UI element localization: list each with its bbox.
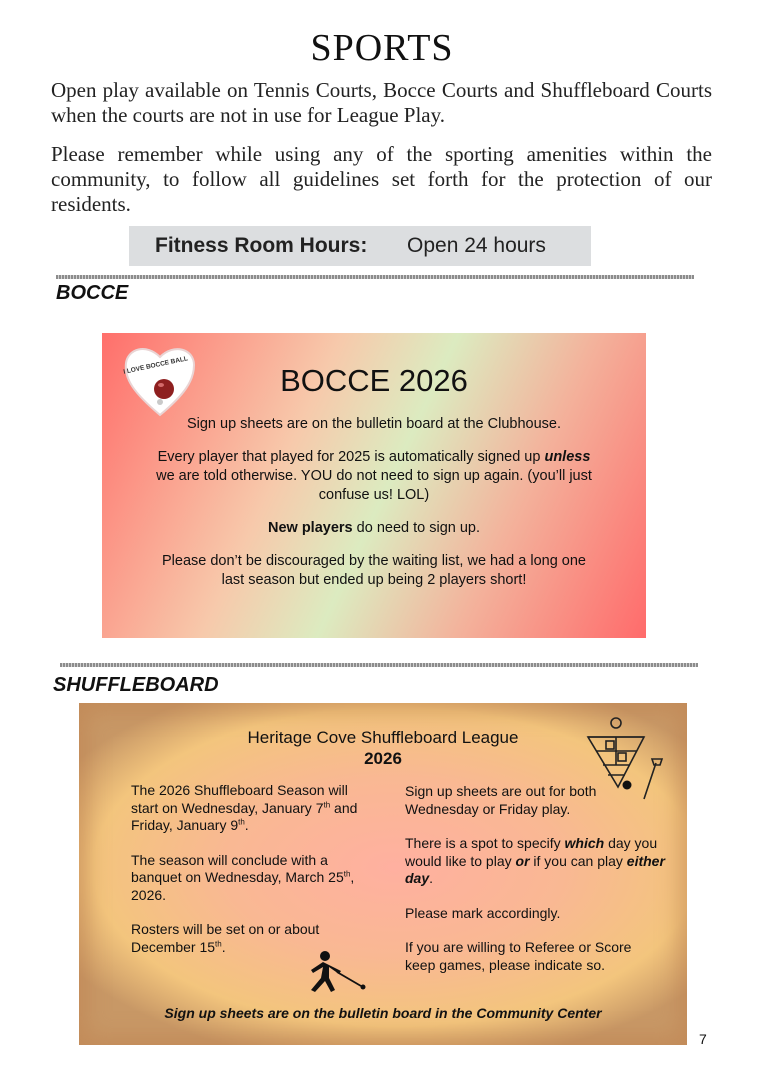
bocce-new-players-rest: do need to sign up. xyxy=(356,520,481,536)
either-day-emphasis: either day xyxy=(405,852,665,886)
day-preference-text: There is a spot to specify xyxy=(405,835,561,851)
fitness-hours-banner xyxy=(129,226,591,266)
bocce-flyer xyxy=(102,333,646,638)
mark-accordingly: Please mark accordingly. xyxy=(405,904,561,921)
ordinal-suffix: th xyxy=(343,869,351,879)
signup-day-preference xyxy=(405,835,665,888)
heart-caption: I LOVE BOCCE BALL xyxy=(122,355,189,376)
punctuation: . xyxy=(429,870,434,886)
ordinal-suffix: th xyxy=(323,799,331,809)
league-year: 2026 xyxy=(364,749,402,768)
section-divider xyxy=(56,275,694,279)
day-preference-text-3: if you can play xyxy=(533,852,623,869)
signup-details-column xyxy=(405,783,665,991)
section-divider xyxy=(60,663,698,667)
ordinal-suffix: th xyxy=(215,938,222,948)
shuffleboard-flyer xyxy=(79,703,687,1045)
bocce-unless-emphasis: unless xyxy=(544,449,591,465)
rosters-date-text: Rosters will be set on or about December 15 xyxy=(131,921,320,955)
season-details-column xyxy=(131,782,371,973)
punctuation: . xyxy=(221,938,226,955)
bocce-new-players-bold: New players xyxy=(267,520,353,536)
season-end-text: The season will conclude with a banquet on Wednesday, March 25 xyxy=(131,851,344,885)
shuffleboard-section-title: SHUFFLEBOARD xyxy=(53,674,219,696)
which-emphasis: which xyxy=(564,835,605,851)
punctuation: . xyxy=(244,817,249,833)
shuffleboard-player-icon xyxy=(303,950,367,992)
fitness-hours-label: Fitness Room Hours: xyxy=(155,234,368,257)
fitness-hours-value: Open 24 hours xyxy=(407,234,546,257)
ordinal-suffix: th xyxy=(238,817,245,827)
intro-guidelines: Please remember while using any of the sporting amenities within the community, to follow all guidelines set forth for the protection of our residents. xyxy=(51,142,712,216)
page-number: 7 xyxy=(699,1031,707,1047)
league-name: Heritage Cove Shuffleboard League xyxy=(247,728,519,747)
or-emphasis: or xyxy=(515,852,530,869)
season-start-friday: and Friday, January 9 xyxy=(131,799,358,833)
season-end-year: , 2026. xyxy=(131,869,355,903)
day-preference-text-2: day you would like to play xyxy=(405,835,658,869)
season-start-text: The 2026 Shuffleboard Season will start on Wednesday, January 7 xyxy=(131,782,348,816)
bocce-auto-signup xyxy=(154,448,594,505)
season-end xyxy=(131,852,371,905)
bocce-details xyxy=(154,415,594,604)
bocce-heading: BOCCE 2026 xyxy=(280,363,468,398)
bocce-signup-location: Sign up sheets are on the bulletin board at the Clubhouse. xyxy=(186,416,562,432)
bocce-waiting-list: Please don’t be discouraged by the waiting list, we had a long one last season but ended up being 2 players short! xyxy=(161,553,586,588)
shuffleboard-signup-footer: Sign up sheets are on the bulletin board in the Community Center xyxy=(164,1005,602,1021)
intro-open-play: Open play available on Tennis Courts, Bocce Courts and Shuffleboard Courts when the courts are not in use for League Play. xyxy=(51,78,712,127)
bocce-new-players xyxy=(154,519,594,538)
referee-volunteer: If you are willing to Referee or Score keep games, please indicate so. xyxy=(405,939,632,973)
page-title: SPORTS xyxy=(310,27,454,69)
bocce-section-title: BOCCE xyxy=(56,282,129,304)
signup-availability: Sign up sheets are out for both Wednesday or Friday play. xyxy=(405,783,597,817)
bocce-auto-signup-rest: we are told otherwise. YOU do not need to sign up again. (you’ll just confuse us! LOL) xyxy=(156,468,592,503)
bocce-auto-signup-text: Every player that played for 2025 is automatically signed up xyxy=(157,449,541,465)
season-start xyxy=(131,782,371,835)
